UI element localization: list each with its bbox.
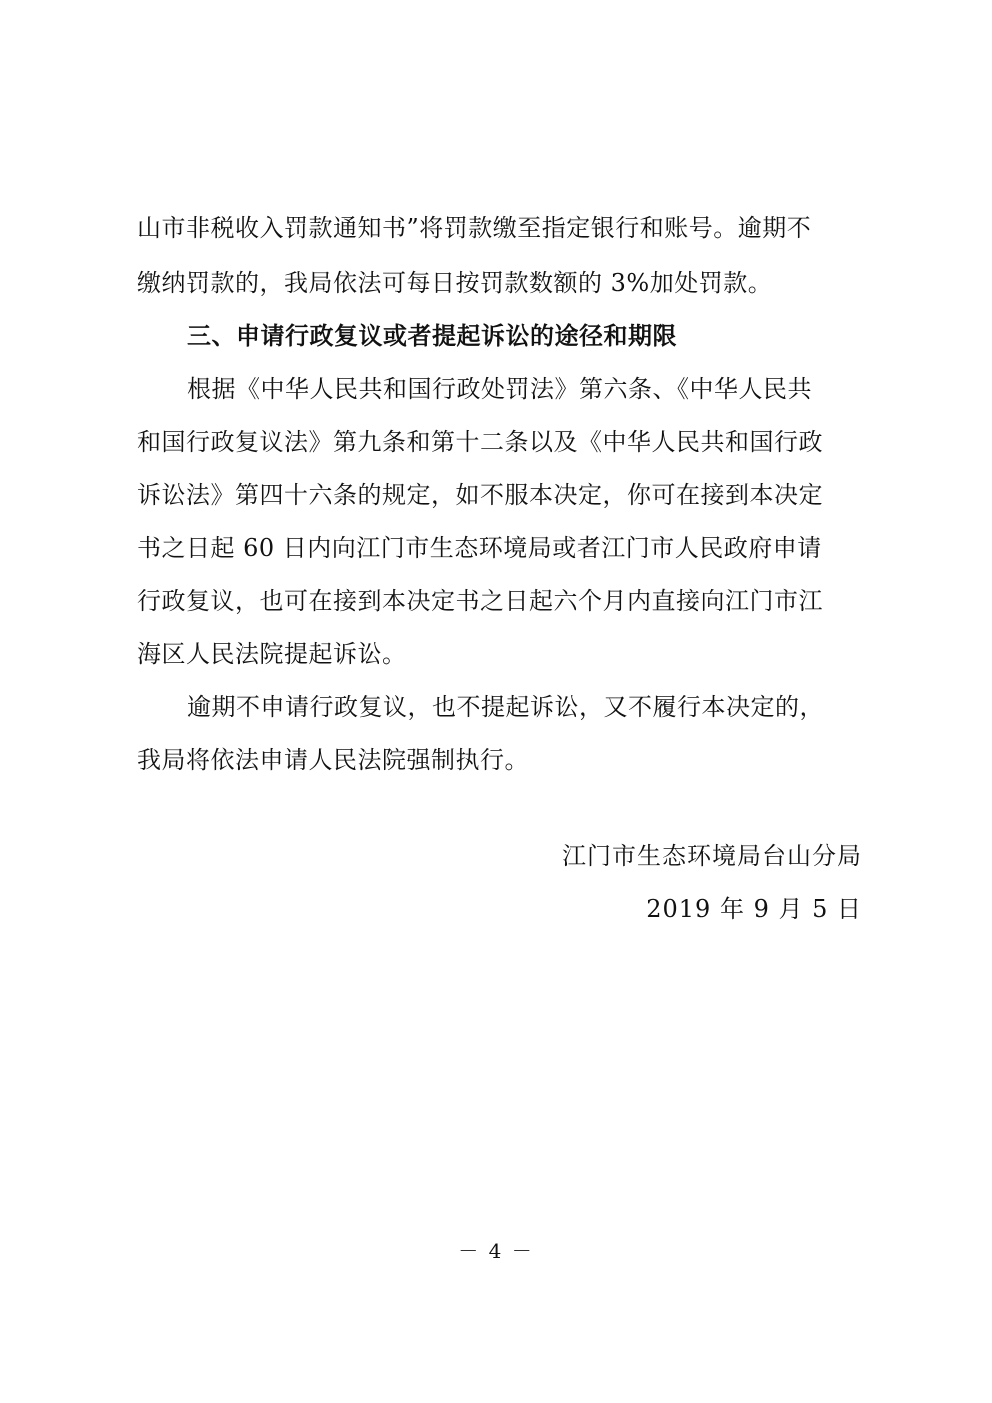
signature-organization: 江门市生态环境局台山分局 xyxy=(562,842,862,870)
section-heading: 三、申请行政复议或者提起诉讼的途径和期限 xyxy=(187,322,677,350)
page-number: － 4 － xyxy=(458,1239,534,1263)
paragraph-line: 根据《中华人民共和国行政处罚法》第六条、《中华人民共 xyxy=(187,375,812,403)
paragraph-line: 逾期不申请行政复议，也不提起诉讼，又不履行本决定的， xyxy=(187,693,824,721)
paragraph-line: 我局将依法申请人民法院强制执行。 xyxy=(137,746,529,774)
paragraph-line: 书之日起 60 日内向江门市生态环境局或者江门市人民政府申请 xyxy=(137,534,822,562)
signature-date: 2019 年 9 月 5 日 xyxy=(646,895,862,923)
body-line: 山市非税收入罚款通知书”将罚款缴至指定银行和账号。逾期不 xyxy=(137,214,812,242)
body-line: 缴纳罚款的，我局依法可每日按罚款数额的 3%加处罚款。 xyxy=(137,269,773,297)
paragraph-line: 海区人民法院提起诉讼。 xyxy=(137,640,407,668)
paragraph-line: 诉讼法》第四十六条的规定，如不服本决定，你可在接到本决定 xyxy=(137,481,823,509)
paragraph-line: 和国行政复议法》第九条和第十二条以及《中华人民共和国行政 xyxy=(137,428,823,456)
paragraph-line: 行政复议，也可在接到本决定书之日起六个月内直接向江门市江 xyxy=(137,587,823,615)
